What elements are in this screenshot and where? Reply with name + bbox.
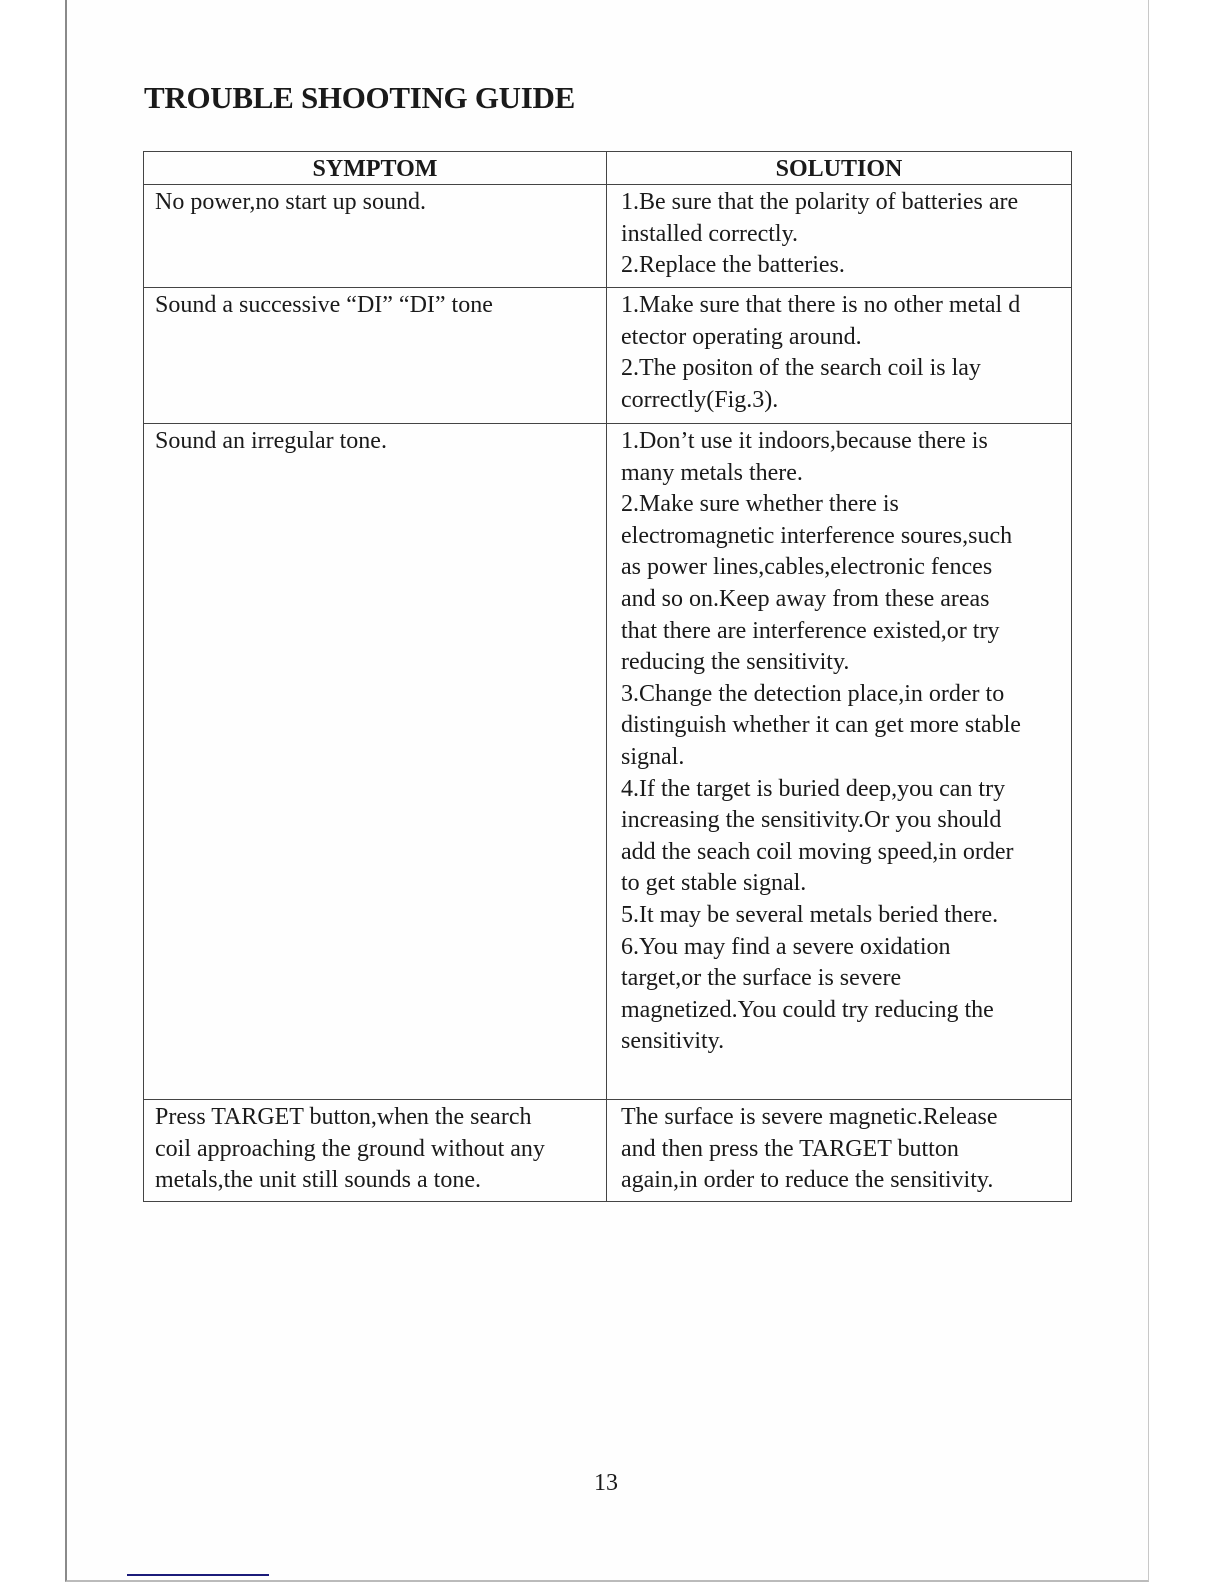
solution-line: signal.	[621, 743, 685, 770]
solution-line: sensitivity.	[621, 1028, 725, 1055]
symptom-cell	[144, 288, 607, 424]
page-number: 13	[594, 1470, 618, 1496]
solution-line: The surface is severe magnetic.Release	[621, 1104, 998, 1130]
solution-line: etector operating around.	[621, 323, 862, 350]
solution-line: increasing the sensitivity.Or you should	[621, 807, 1002, 834]
solution-cell	[607, 424, 1072, 1100]
solution-line: 1.Don’t use it indoors,because there is	[621, 428, 988, 454]
header-solution: SOLUTION	[607, 152, 1072, 185]
symptom-cell	[144, 185, 607, 288]
solution-line: that there are interference existed,or try	[621, 617, 1000, 644]
troubleshooting-table	[143, 151, 1072, 1202]
header-symptom: SYMPTOM	[144, 152, 607, 185]
footer-link-underline	[127, 1574, 269, 1576]
solution-cell	[607, 1100, 1072, 1202]
solution-line: 5.It may be several metals beried there.	[621, 901, 999, 928]
solution-line: 2.The positon of the search coil is lay	[621, 355, 981, 382]
symptom-line: No power,no start up sound.	[155, 189, 427, 215]
solution-line: to get stable signal.	[621, 870, 807, 897]
solution-line: as power lines,cables,electronic fences	[621, 554, 993, 581]
solution-line: 1.Make sure that there is no other metal d	[621, 292, 1021, 318]
solution-line: many metals there.	[621, 459, 803, 486]
symptom-cell	[144, 1100, 607, 1202]
solution-line: distinguish whether it can get more stable	[621, 712, 1021, 739]
page-title: TROUBLE SHOOTING GUIDE	[144, 80, 575, 115]
table-row	[144, 185, 1072, 288]
solution-line: reducing the sensitivity.	[621, 649, 850, 676]
solution-line: 1.Be sure that the polarity of batteries are	[621, 189, 1019, 215]
table-row	[144, 288, 1072, 424]
symptom-cell	[144, 424, 607, 1100]
solution-line: target,or the surface is severe	[621, 965, 902, 992]
solution-line: magnetized.You could try reducing the	[621, 996, 994, 1023]
solution-line: 2.Replace the batteries.	[621, 252, 845, 279]
solution-line: and then press the TARGET button	[621, 1135, 959, 1162]
solution-line: correctly(Fig.3).	[621, 386, 779, 413]
symptom-line: Press TARGET button,when the search	[155, 1104, 532, 1130]
table-row	[144, 424, 1072, 1100]
solution-line: 4.If the target is buried deep,you can try	[621, 775, 1006, 802]
table-row	[144, 1100, 1072, 1202]
solution-cell	[607, 288, 1072, 424]
solution-line: 2.Make sure whether there is	[621, 491, 899, 518]
solution-line: electromagnetic interference soures,such	[621, 522, 1013, 549]
solution-line: installed correctly.	[621, 220, 799, 247]
symptom-line: coil approaching the ground without any	[155, 1135, 545, 1162]
solution-line: and so on.Keep away from these areas	[621, 585, 990, 612]
symptom-line: Sound a successive “DI” “DI” tone	[155, 292, 493, 318]
solution-line: again,in order to reduce the sensitivity.	[621, 1167, 994, 1194]
solution-line: 3.Change the detection place,in order to	[621, 680, 1005, 707]
solution-cell	[607, 185, 1072, 288]
symptom-line: Sound an irregular tone.	[155, 428, 387, 454]
solution-line: 6.You may find a severe oxidation	[621, 933, 951, 960]
symptom-line: metals,the unit still sounds a tone.	[155, 1167, 481, 1194]
solution-line: add the seach coil moving speed,in order	[621, 838, 1014, 865]
table-header-row	[144, 152, 1072, 185]
